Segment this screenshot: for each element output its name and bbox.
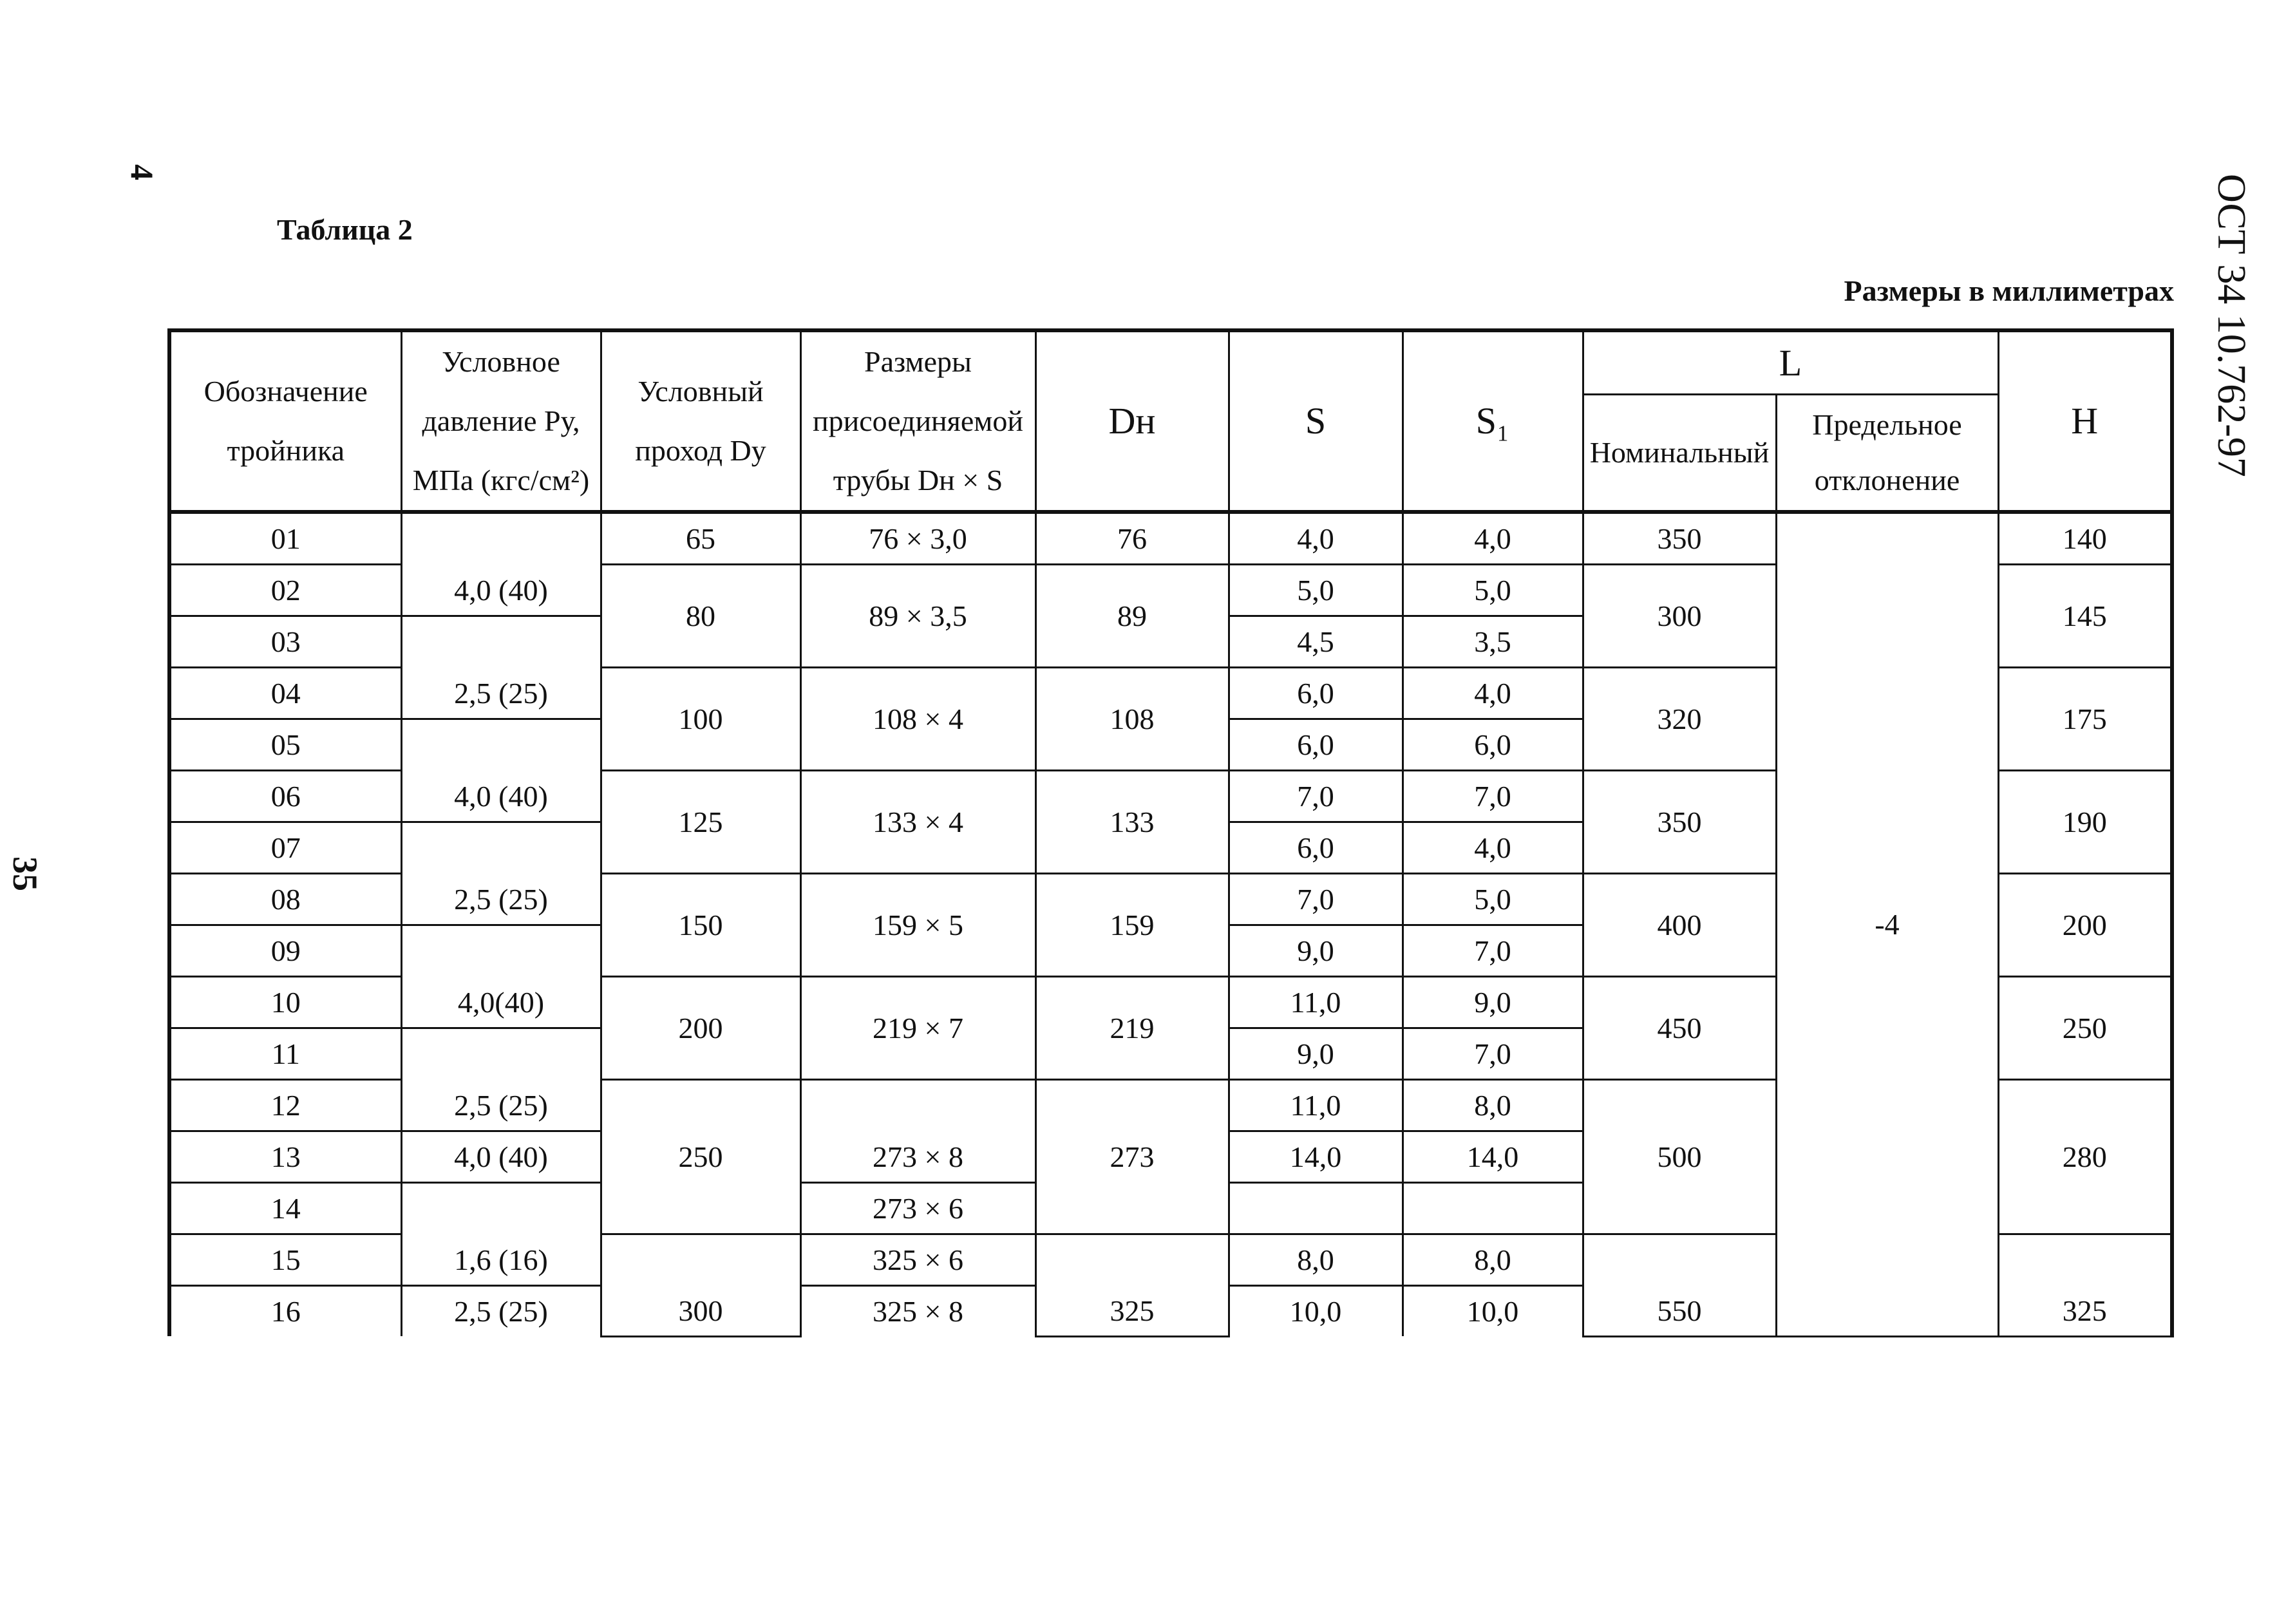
cell-designation: 12 [169, 1080, 401, 1131]
cell-designation: 10 [169, 977, 401, 1028]
cell-designation: 08 [169, 874, 401, 925]
cell-h: 140 [1998, 512, 2172, 565]
cell-s: 9,0 [1229, 1028, 1403, 1080]
header-l-nominal: Номинальный [1583, 395, 1776, 512]
document-code: ОСТ 34 10.762-97 [2209, 174, 2253, 477]
header-row [169, 330, 2172, 395]
header-pressure: Условное давление Ру, МПа (кгс/см²) [401, 330, 601, 512]
cell-passage: 125 [601, 771, 800, 874]
header-pipe: Размеры присоединяемой трубы Dн × S [800, 330, 1035, 512]
cell-s: 5,0 [1229, 565, 1403, 616]
cell-dn: 219 [1035, 977, 1229, 1080]
cell-h: 280 [1998, 1080, 2172, 1234]
cell-pressure: 2,5 (25) [401, 616, 601, 719]
cell-pipe: 325 × 8 [800, 1286, 1035, 1337]
cell-passage: 300 [601, 1234, 800, 1337]
cell-s1 [1403, 1183, 1583, 1234]
cell-designation: 16 [169, 1286, 401, 1337]
cell-dn: 76 [1035, 512, 1229, 565]
cell-designation: 14 [169, 1183, 401, 1234]
cell-passage: 200 [601, 977, 800, 1080]
cell-s: 6,0 [1229, 719, 1403, 771]
cell-designation: 13 [169, 1131, 401, 1183]
cell-pipe: 89 × 3,5 [800, 565, 1035, 668]
cell-s1: 4,0 [1403, 668, 1583, 719]
cell-s1: 14,0 [1403, 1131, 1583, 1183]
cell-dn: 159 [1035, 874, 1229, 977]
cell-l-nominal: 400 [1583, 874, 1776, 977]
cell-s: 6,0 [1229, 668, 1403, 719]
cell-l-nominal: 550 [1583, 1234, 1776, 1337]
cell-s: 7,0 [1229, 874, 1403, 925]
cell-l-deviation: -4 [1776, 512, 1998, 1336]
cell-s1: 7,0 [1403, 771, 1583, 822]
cell-l-nominal: 350 [1583, 512, 1776, 565]
page-number: 4 [124, 164, 160, 180]
cell-pressure: 2,5 (25) [401, 1286, 601, 1337]
cell-designation: 09 [169, 925, 401, 977]
cell-passage: 250 [601, 1080, 800, 1234]
cell-s1: 4,0 [1403, 512, 1583, 565]
cell-s1: 5,0 [1403, 565, 1583, 616]
cell-pipe: 76 × 3,0 [800, 512, 1035, 565]
cell-s1: 9,0 [1403, 977, 1583, 1028]
cell-pressure: 2,5 (25) [401, 822, 601, 925]
cell-passage: 150 [601, 874, 800, 977]
cell-passage: 100 [601, 668, 800, 771]
cell-dn: 133 [1035, 771, 1229, 874]
cell-designation: 05 [169, 719, 401, 771]
header-s1: S₁ [1403, 330, 1583, 512]
table-row [169, 512, 2172, 565]
cell-pressure: 4,0 (40) [401, 1131, 601, 1183]
cell-l-nominal: 320 [1583, 668, 1776, 771]
cell-s1: 5,0 [1403, 874, 1583, 925]
side-page-number: 35 [6, 856, 44, 891]
cell-s [1229, 1183, 1403, 1234]
cell-h: 250 [1998, 977, 2172, 1080]
cell-passage: 65 [601, 512, 800, 565]
cell-designation: 02 [169, 565, 401, 616]
cell-s1: 3,5 [1403, 616, 1583, 668]
cell-designation: 03 [169, 616, 401, 668]
units-note: Размеры в миллиметрах [1844, 274, 2174, 307]
cell-h: 175 [1998, 668, 2172, 771]
cell-s: 7,0 [1229, 771, 1403, 822]
cell-l-nominal: 500 [1583, 1080, 1776, 1234]
header-l-deviation: Предельное отклонение [1776, 395, 1998, 512]
cell-dn: 273 [1035, 1080, 1229, 1234]
cell-s: 4,0 [1229, 512, 1403, 565]
cell-s1: 7,0 [1403, 925, 1583, 977]
cell-designation: 11 [169, 1028, 401, 1080]
cell-pipe: 108 × 4 [800, 668, 1035, 771]
cell-designation: 06 [169, 771, 401, 822]
cell-s: 6,0 [1229, 822, 1403, 874]
cell-s1: 6,0 [1403, 719, 1583, 771]
cell-pipe: 219 × 7 [800, 977, 1035, 1080]
cell-h: 325 [1998, 1234, 2172, 1337]
cell-s: 8,0 [1229, 1234, 1403, 1286]
cell-l-nominal: 300 [1583, 565, 1776, 668]
cell-pipe: 273 × 6 [800, 1183, 1035, 1234]
cell-h: 145 [1998, 565, 2172, 668]
cell-s: 10,0 [1229, 1286, 1403, 1337]
cell-l-nominal: 350 [1583, 771, 1776, 874]
cell-designation: 01 [169, 512, 401, 565]
cell-s1: 10,0 [1403, 1286, 1583, 1337]
header-l: L [1583, 330, 1998, 395]
dimensions-table [167, 328, 2174, 1337]
cell-s: 11,0 [1229, 977, 1403, 1028]
cell-passage: 80 [601, 565, 800, 668]
cell-l-nominal: 450 [1583, 977, 1776, 1080]
header-dn: Dн [1035, 330, 1229, 512]
cell-dn: 89 [1035, 565, 1229, 668]
cell-dn: 108 [1035, 668, 1229, 771]
header-designation: Обозначение тройника [169, 330, 401, 512]
cell-designation: 07 [169, 822, 401, 874]
cell-pipe: 133 × 4 [800, 771, 1035, 874]
cell-s1: 8,0 [1403, 1080, 1583, 1131]
cell-s1: 8,0 [1403, 1234, 1583, 1286]
cell-h: 200 [1998, 874, 2172, 977]
cell-s1: 7,0 [1403, 1028, 1583, 1080]
cell-designation: 15 [169, 1234, 401, 1286]
cell-dn: 325 [1035, 1234, 1229, 1337]
cell-s: 14,0 [1229, 1131, 1403, 1183]
table-caption: Таблица 2 [277, 213, 413, 246]
cell-pressure: 2,5 (25) [401, 1028, 601, 1131]
cell-pipe: 273 × 8 [800, 1080, 1035, 1183]
cell-h: 190 [1998, 771, 2172, 874]
cell-pressure: 1,6 (16) [401, 1183, 601, 1286]
cell-pressure: 4,0 (40) [401, 719, 601, 822]
cell-s: 4,5 [1229, 616, 1403, 668]
header-s: S [1229, 330, 1403, 512]
cell-pipe: 325 × 6 [800, 1234, 1035, 1286]
header-h: H [1998, 330, 2172, 512]
header-passage: Условный проход Dу [601, 330, 800, 512]
cell-pressure: 4,0 (40) [401, 512, 601, 616]
cell-pressure: 4,0(40) [401, 925, 601, 1028]
cell-s: 11,0 [1229, 1080, 1403, 1131]
cell-s1: 4,0 [1403, 822, 1583, 874]
cell-designation: 04 [169, 668, 401, 719]
cell-s: 9,0 [1229, 925, 1403, 977]
cell-pipe: 159 × 5 [800, 874, 1035, 977]
